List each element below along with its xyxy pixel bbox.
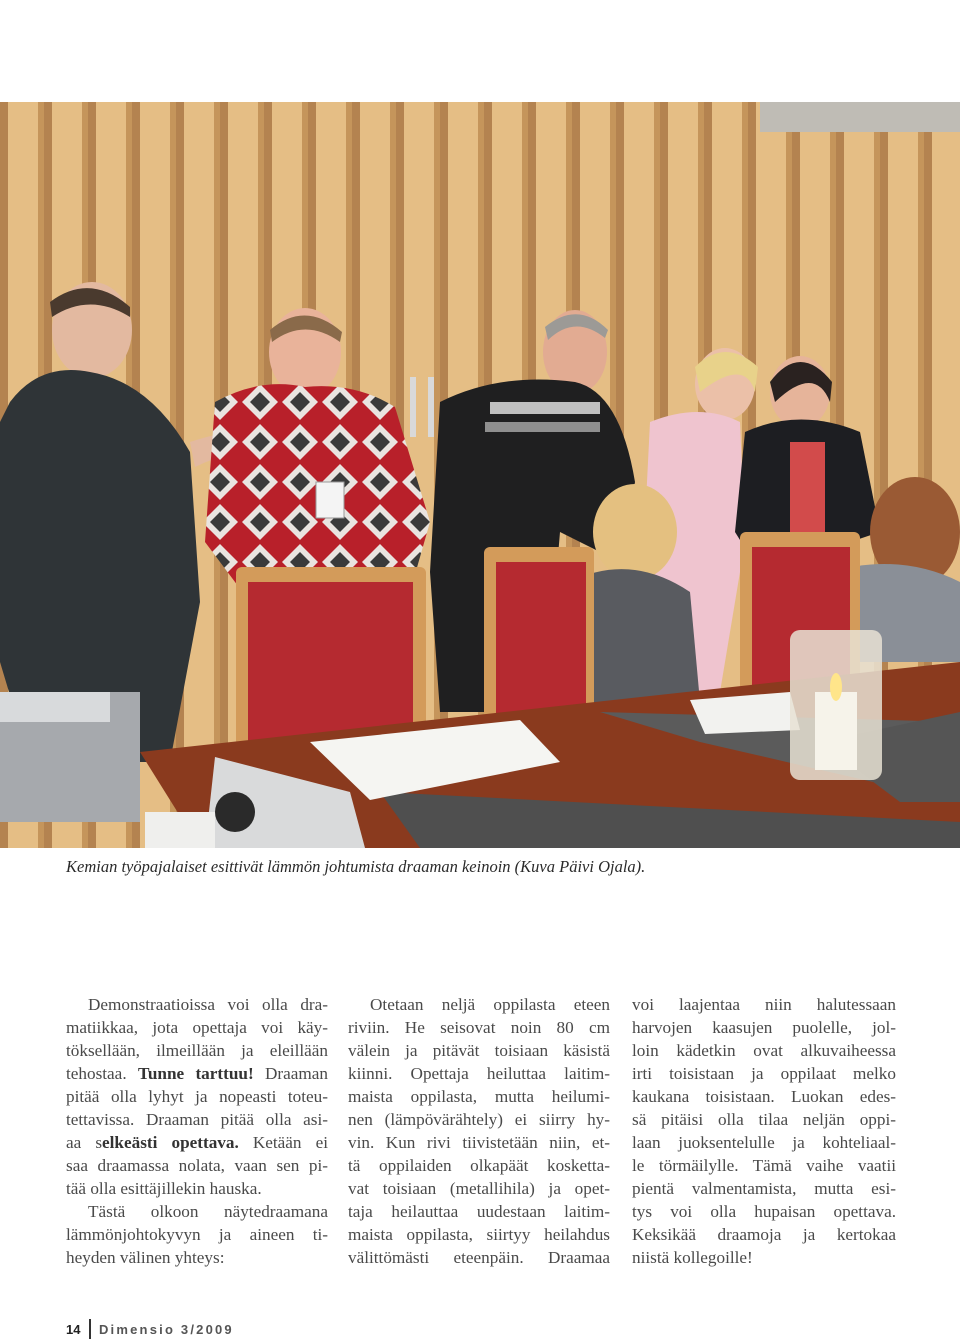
text-line: riviin. He seisovat noin 80 cm <box>348 1018 610 1037</box>
text-line: Demonstraatioissa voi olla dra- <box>88 995 328 1014</box>
text-column-2 <box>348 993 610 1269</box>
photo-caption: Kemian työpajalaiset esittivät lämmön johtumista draaman keinoin (Kuva Päivi Ojala). <box>66 857 646 876</box>
text-line: niistä kollegoille! <box>632 1248 753 1267</box>
footer-divider <box>89 1319 91 1339</box>
text-line: saa draamassa nolata, vaan sen pi- <box>66 1156 328 1175</box>
text-line: nen (lämpövärähtely) ei siirry hy- <box>348 1110 610 1129</box>
text-line: Otetaan neljä oppilasta eteen <box>370 995 610 1014</box>
text-line: Tästä olkoon näytedraamana <box>88 1202 328 1221</box>
page-footer <box>66 1318 234 1340</box>
magazine-issue: Dimensio 3/2009 <box>98 1321 234 1337</box>
text-column-1 <box>66 993 328 1269</box>
text-line: vat toisiaan (metallihila) ja opet- <box>348 1179 610 1198</box>
text-line: vin. Kun rivi tiivistetään niin, et- <box>348 1133 610 1152</box>
text-line: taja heilauttaa uudestaan laitim- <box>348 1202 610 1221</box>
group-photo <box>0 102 960 848</box>
text-line: kiinni. Opettaja heiluttaa laitim- <box>348 1064 610 1083</box>
text-column-3 <box>632 993 896 1269</box>
text-line: matiikkaa, jota opettaja voi käy- <box>66 1018 328 1037</box>
text-line: välittömästi eteenpäin. Draamaa <box>348 1248 610 1267</box>
emphasis: elkeästi opettava. <box>102 1133 239 1152</box>
text-line: loin kädetkin ovat alkuvaiheessa <box>632 1041 896 1060</box>
text-line: töksellään, ilmeillään ja eleillään <box>66 1041 328 1060</box>
emphasis: Tunne tarttuu! <box>137 1064 254 1083</box>
text-line: voi laajentaa niin halutessaan <box>632 995 896 1014</box>
text-line: välein ja pitävät toisiaan käsistä <box>348 1041 610 1060</box>
text-line: le törmäilylle. Tämä vaihe vaatii <box>632 1156 896 1175</box>
text-line: aa selkeästi opettava. Ketään ei <box>66 1133 329 1152</box>
text-line: pientä valmentamista, mutta esi- <box>632 1179 896 1198</box>
text-line: heyden välinen yhteys: <box>66 1248 225 1267</box>
text-line: Keksikää draamoja ja kertokaa <box>632 1225 896 1244</box>
text-line: tettavissa. Draaman pitää olla asi- <box>66 1110 328 1129</box>
text-line: pitää olla lyhyt ja nopeasti toteu- <box>66 1087 328 1106</box>
text-line: sä pitäisi olla tilaa neljän oppi- <box>632 1110 896 1129</box>
text-line: tehostaa. Tunne tarttuu! Draaman <box>66 1064 328 1083</box>
text-line: harvojen kaasujen puolelle, jol- <box>632 1018 896 1037</box>
text-line: irti toisistaan ja oppilaat melko <box>632 1064 896 1083</box>
text-line: tä oppilaiden olkapäät kosketta- <box>348 1156 610 1175</box>
text-line: kaukana toisistaan. Luokan edes- <box>632 1087 896 1106</box>
text-line: laan juoksentelulle ja kohteliaal- <box>632 1133 896 1152</box>
text-line: tys voi olla hupaisan opettava. <box>632 1202 896 1221</box>
text-line: lämmönjohtokyvyn ja aineen ti- <box>66 1225 328 1244</box>
text-line: tää olla esittäjillekin hauska. <box>66 1179 262 1198</box>
page-number: 14 <box>66 1321 81 1337</box>
text-line: maista oppilasta, mutta heilumi- <box>348 1087 610 1106</box>
text-line: maista oppilasta, siirtyy heilahdus <box>348 1225 610 1244</box>
